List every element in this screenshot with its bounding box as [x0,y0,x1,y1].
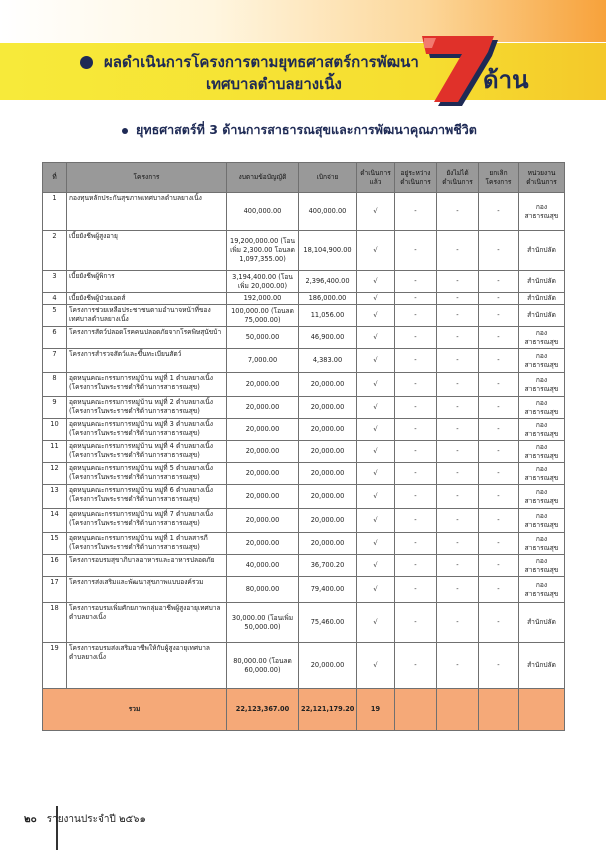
row-project: โครงการส่งเสริมและพัฒนาสุขภาพแบบองค์รวม [67,577,227,603]
row-done: √ [357,231,395,271]
row-unit: กอง สาธารณสุข [519,555,565,577]
row-no: 11 [43,441,67,463]
row-project: อุดหนุนคณะกรรมการหมู่บ้าน หมู่ที่ 1 ตำบลสารภี (โครงการในพระราชดำริด้านการสาธารณสุข) [67,533,227,555]
row-done: √ [357,305,395,327]
row-notyet: - [437,305,479,327]
row-budget: 20,000.00 [227,419,299,441]
row-unit: สำนักปลัด [519,305,565,327]
row-budget: 80,000.00 [227,577,299,603]
row-budget: 19,200,000.00 (โอนเพิ่ม 2,300.00 โอนลด 1,097,355.00) [227,231,299,271]
row-spent: 4,383.00 [299,349,357,373]
table-row [43,293,565,305]
footer [24,812,146,827]
row-budget: 400,000.00 [227,193,299,231]
row-done: √ [357,397,395,419]
row-cancelled: - [479,397,519,419]
row-notyet: - [437,349,479,373]
row-no: 3 [43,271,67,293]
row-notyet: - [437,419,479,441]
row-budget: 20,000.00 [227,509,299,533]
row-no: 19 [43,643,67,689]
header-budget: งบตามข้อบัญญัติ [227,163,299,193]
row-inprogress: - [395,509,437,533]
row-project: เบี้ยยังชีพผู้สูงอายุ [67,231,227,271]
row-unit: กอง สาธารณสุข [519,327,565,349]
page-number: ๒๐ [24,814,37,825]
row-project: โครงการสำรวจสัตว์และขึ้นทะเบียนสัตว์ [67,349,227,373]
row-spent: 20,000.00 [299,643,357,689]
table-row [43,373,565,397]
row-done: √ [357,349,395,373]
row-done: √ [357,419,395,441]
table-row [43,603,565,643]
row-done: √ [357,373,395,397]
row-inprogress: - [395,577,437,603]
row-cancelled: - [479,643,519,689]
strategy-bullet [122,128,128,134]
row-project: โครงการสัตว์ปลอดโรคคนปลอดภัยจากโรคพิษสุนัขบ้า [67,327,227,349]
row-unit: กอง สาธารณสุข [519,485,565,509]
row-no: 4 [43,293,67,305]
row-no: 1 [43,193,67,231]
row-no: 17 [43,577,67,603]
row-done: √ [357,271,395,293]
row-budget: 40,000.00 [227,555,299,577]
row-no: 7 [43,349,67,373]
total-empty-cell [395,689,437,731]
row-budget: 20,000.00 [227,373,299,397]
total-done: 19 [357,689,395,731]
row-spent: 11,056.00 [299,305,357,327]
row-spent: 75,460.00 [299,603,357,643]
row-no: 8 [43,373,67,397]
row-notyet: - [437,271,479,293]
row-project: อุดหนุนคณะกรรมการหมู่บ้าน หมู่ที่ 5 ตำบลยางเนิ้ง (โครงการในพระราชดำริด้านการสาธารณสุข) [67,463,227,485]
row-cancelled: - [479,603,519,643]
row-unit: กอง สาธารณสุข [519,509,565,533]
row-budget: 20,000.00 [227,485,299,509]
row-notyet: - [437,231,479,271]
row-inprogress: - [395,603,437,643]
row-spent: 46,900.00 [299,327,357,349]
table-row [43,643,565,689]
row-inprogress: - [395,305,437,327]
row-unit: สำนักปลัด [519,271,565,293]
row-notyet: - [437,485,479,509]
row-budget: 20,000.00 [227,441,299,463]
row-spent: 20,000.00 [299,397,357,419]
header-unit: หน่วยงานดำเนินการ [519,163,565,193]
row-cancelled: - [479,327,519,349]
row-spent: 20,000.00 [299,373,357,397]
row-inprogress: - [395,231,437,271]
row-cancelled: - [479,577,519,603]
row-notyet: - [437,373,479,397]
row-notyet: - [437,603,479,643]
row-project: อุดหนุนคณะกรรมการหมู่บ้าน หมู่ที่ 2 ตำบลยางเนิ้ง (โครงการในพระราชดำริด้านการสาธารณสุข) [67,397,227,419]
row-notyet: - [437,397,479,419]
row-no: 10 [43,419,67,441]
row-inprogress: - [395,485,437,509]
footer-text: รายงานประจำปี ๒๕๖๑ [46,814,146,825]
row-inprogress: - [395,441,437,463]
row-done: √ [357,643,395,689]
row-inprogress: - [395,293,437,305]
row-inprogress: - [395,555,437,577]
row-done: √ [357,293,395,305]
table-header-row [43,163,565,193]
row-budget: 20,000.00 [227,397,299,419]
row-spent: 20,000.00 [299,441,357,463]
header-done: ดำเนินการแล้ว [357,163,395,193]
total-empty-cell [479,689,519,731]
row-inprogress: - [395,327,437,349]
page-title-line1: ผลดำเนินการโครงการตามยุทธศาสตร์การพัฒนา [104,53,419,71]
row-budget: 100,000.00 (โอนลด 75,000.00) [227,305,299,327]
row-done: √ [357,509,395,533]
row-cancelled: - [479,555,519,577]
page-title-line2: เทศบาลตำบลยางเนิ้ง [206,75,342,93]
row-cancelled: - [479,271,519,293]
row-notyet: - [437,463,479,485]
row-budget: 7,000.00 [227,349,299,373]
table-row [43,555,565,577]
table-row [43,533,565,555]
row-project: อุดหนุนคณะกรรมการหมู่บ้าน หมู่ที่ 6 ตำบลยางเนิ้ง (โครงการในพระราชดำริด้านการสาธารณสุข) [67,485,227,509]
row-unit: กอง สาธารณสุข [519,397,565,419]
row-notyet: - [437,555,479,577]
row-budget: 80,000.00 (โอนลด 60,000.00) [227,643,299,689]
row-unit: กอง สาธารณสุข [519,533,565,555]
row-done: √ [357,327,395,349]
row-project: เบี้ยยังชีพผู้พิการ [67,271,227,293]
row-notyet: - [437,577,479,603]
row-project: อุดหนุนคณะกรรมการหมู่บ้าน หมู่ที่ 3 ตำบลยางเนิ้ง (โครงการในพระราชดำริด้านการสาธารณสุข) [67,419,227,441]
header-cancelled: ยกเลิกโครงการ [479,163,519,193]
row-done: √ [357,463,395,485]
total-spent: 22,121,179.20 [299,689,357,731]
projects-table [42,162,565,731]
row-cancelled: - [479,485,519,509]
row-done: √ [357,603,395,643]
row-cancelled: - [479,349,519,373]
row-inprogress: - [395,419,437,441]
row-done: √ [357,555,395,577]
row-project: อุดหนุนคณะกรรมการหมู่บ้าน หมู่ที่ 7 ตำบลยางเนิ้ง (โครงการในพระราชดำริด้านการสาธารณสุข) [67,509,227,533]
row-no: 13 [43,485,67,509]
table-row [43,509,565,533]
table-row [43,349,565,373]
row-project: เบี้ยยังชีพผู้ป่วยเอดส์ [67,293,227,305]
total-label: รวม [43,689,227,731]
projects-table-wrapper [42,162,564,731]
header-project: โครงการ [67,163,227,193]
row-spent: 20,000.00 [299,533,357,555]
row-inprogress: - [395,463,437,485]
badge-label: ด้าน [483,66,529,94]
row-unit: กอง สาธารณสุข [519,463,565,485]
row-notyet: - [437,293,479,305]
row-no: 12 [43,463,67,485]
row-notyet: - [437,327,479,349]
row-inprogress: - [395,349,437,373]
row-spent: 18,104,900.00 [299,231,357,271]
strategy-heading [122,120,477,140]
row-notyet: - [437,193,479,231]
row-notyet: - [437,509,479,533]
table-row [43,305,565,327]
header-inprogress: อยู่ระหว่างดำเนินการ [395,163,437,193]
row-unit: กอง สาธารณสุข [519,441,565,463]
row-done: √ [357,485,395,509]
title-bullet [80,56,93,69]
row-project: อุดหนุนคณะกรรมการหมู่บ้าน หมู่ที่ 4 ตำบลยางเนิ้ง (โครงการในพระราชดำริด้านการสาธารณสุข) [67,441,227,463]
row-inprogress: - [395,643,437,689]
row-project: อุดหนุนคณะกรรมการหมู่บ้าน หมู่ที่ 1 ตำบลยางเนิ้ง (โครงการในพระราชดำริด้านการสาธารณสุข) [67,373,227,397]
row-project: โครงการช่วยเหลือประชาชนตามอำนาจหน้าที่ของเทศบาลตำบลยางเนิ้ง [67,305,227,327]
total-budget: 22,123,367.00 [227,689,299,731]
row-spent: 2,396,400.00 [299,271,357,293]
strategy-heading-text: ยุทธศาสตร์ที่ 3 ด้านการสาธารณสุขและการพัฒนาคุณภาพชีวิต [136,122,477,137]
row-no: 18 [43,603,67,643]
table-row [43,441,565,463]
row-spent: 20,000.00 [299,463,357,485]
row-inprogress: - [395,533,437,555]
row-no: 15 [43,533,67,555]
row-spent: 20,000.00 [299,509,357,533]
row-done: √ [357,533,395,555]
row-spent: 79,400.00 [299,577,357,603]
table-total-row [43,689,565,731]
row-unit: กอง สาธารณสุข [519,349,565,373]
row-unit: สำนักปลัด [519,603,565,643]
row-cancelled: - [479,509,519,533]
row-budget: 20,000.00 [227,533,299,555]
row-spent: 20,000.00 [299,419,357,441]
row-spent: 20,000.00 [299,485,357,509]
table-row [43,485,565,509]
row-unit: กอง สาธารณสุข [519,373,565,397]
row-cancelled: - [479,533,519,555]
total-empty-cell [519,689,565,731]
row-budget: 3,194,400.00 (โอนเพิ่ม 20,000.00) [227,271,299,293]
row-cancelled: - [479,463,519,485]
row-cancelled: - [479,293,519,305]
row-unit: สำนักปลัด [519,231,565,271]
row-budget: 20,000.00 [227,463,299,485]
header-notyet: ยังไม่ได้ดำเนินการ [437,163,479,193]
row-done: √ [357,577,395,603]
header-spent: เบิกจ่าย [299,163,357,193]
row-unit: กอง สาธารณสุข [519,419,565,441]
row-spent: 400,000.00 [299,193,357,231]
row-cancelled: - [479,231,519,271]
row-cancelled: - [479,419,519,441]
row-no: 9 [43,397,67,419]
row-no: 2 [43,231,67,271]
table-row [43,231,565,271]
row-spent: 36,700.20 [299,555,357,577]
table-row [43,577,565,603]
row-unit: สำนักปลัด [519,293,565,305]
row-cancelled: - [479,305,519,327]
row-no: 16 [43,555,67,577]
row-notyet: - [437,441,479,463]
table-row [43,397,565,419]
row-inprogress: - [395,193,437,231]
row-cancelled: - [479,373,519,397]
row-notyet: - [437,533,479,555]
total-empty-cell [437,689,479,731]
row-unit: กอง สาธารณสุข [519,577,565,603]
row-inprogress: - [395,397,437,419]
table-body [43,193,565,731]
table-row [43,327,565,349]
row-no: 14 [43,509,67,533]
row-spent: 186,000.00 [299,293,357,305]
row-project: โครงการอบรมส่งเสริมอาชีพให้กับผู้สูงอายุเทศบาลตำบลยางเนิ้ง [67,643,227,689]
row-notyet: - [437,643,479,689]
row-inprogress: - [395,271,437,293]
row-inprogress: - [395,373,437,397]
row-project: โครงการอบรมสุขาภิบาลอาหารและอาหารปลอดภัย [67,555,227,577]
row-unit: กอง สาธารณสุข [519,193,565,231]
row-project: โครงการอบรมเพิ่มศักยภาพกลุ่มอาชีพผู้สูงอายุเทศบาลตำบลยางเนิ้ง [67,603,227,643]
row-unit: สำนักปลัด [519,643,565,689]
table-row [43,193,565,231]
table-row [43,463,565,485]
row-budget: 192,000.00 [227,293,299,305]
row-cancelled: - [479,441,519,463]
row-project: กองทุนหลักประกันสุขภาพเทศบาลตำบลยางเนิ้ง [67,193,227,231]
table-row [43,419,565,441]
row-no: 6 [43,327,67,349]
row-budget: 50,000.00 [227,327,299,349]
header-no: ที่ [43,163,67,193]
row-no: 5 [43,305,67,327]
row-budget: 30,000.00 (โอนเพิ่ม 50,000.00) [227,603,299,643]
row-cancelled: - [479,193,519,231]
row-done: √ [357,441,395,463]
row-done: √ [357,193,395,231]
table-row [43,271,565,293]
